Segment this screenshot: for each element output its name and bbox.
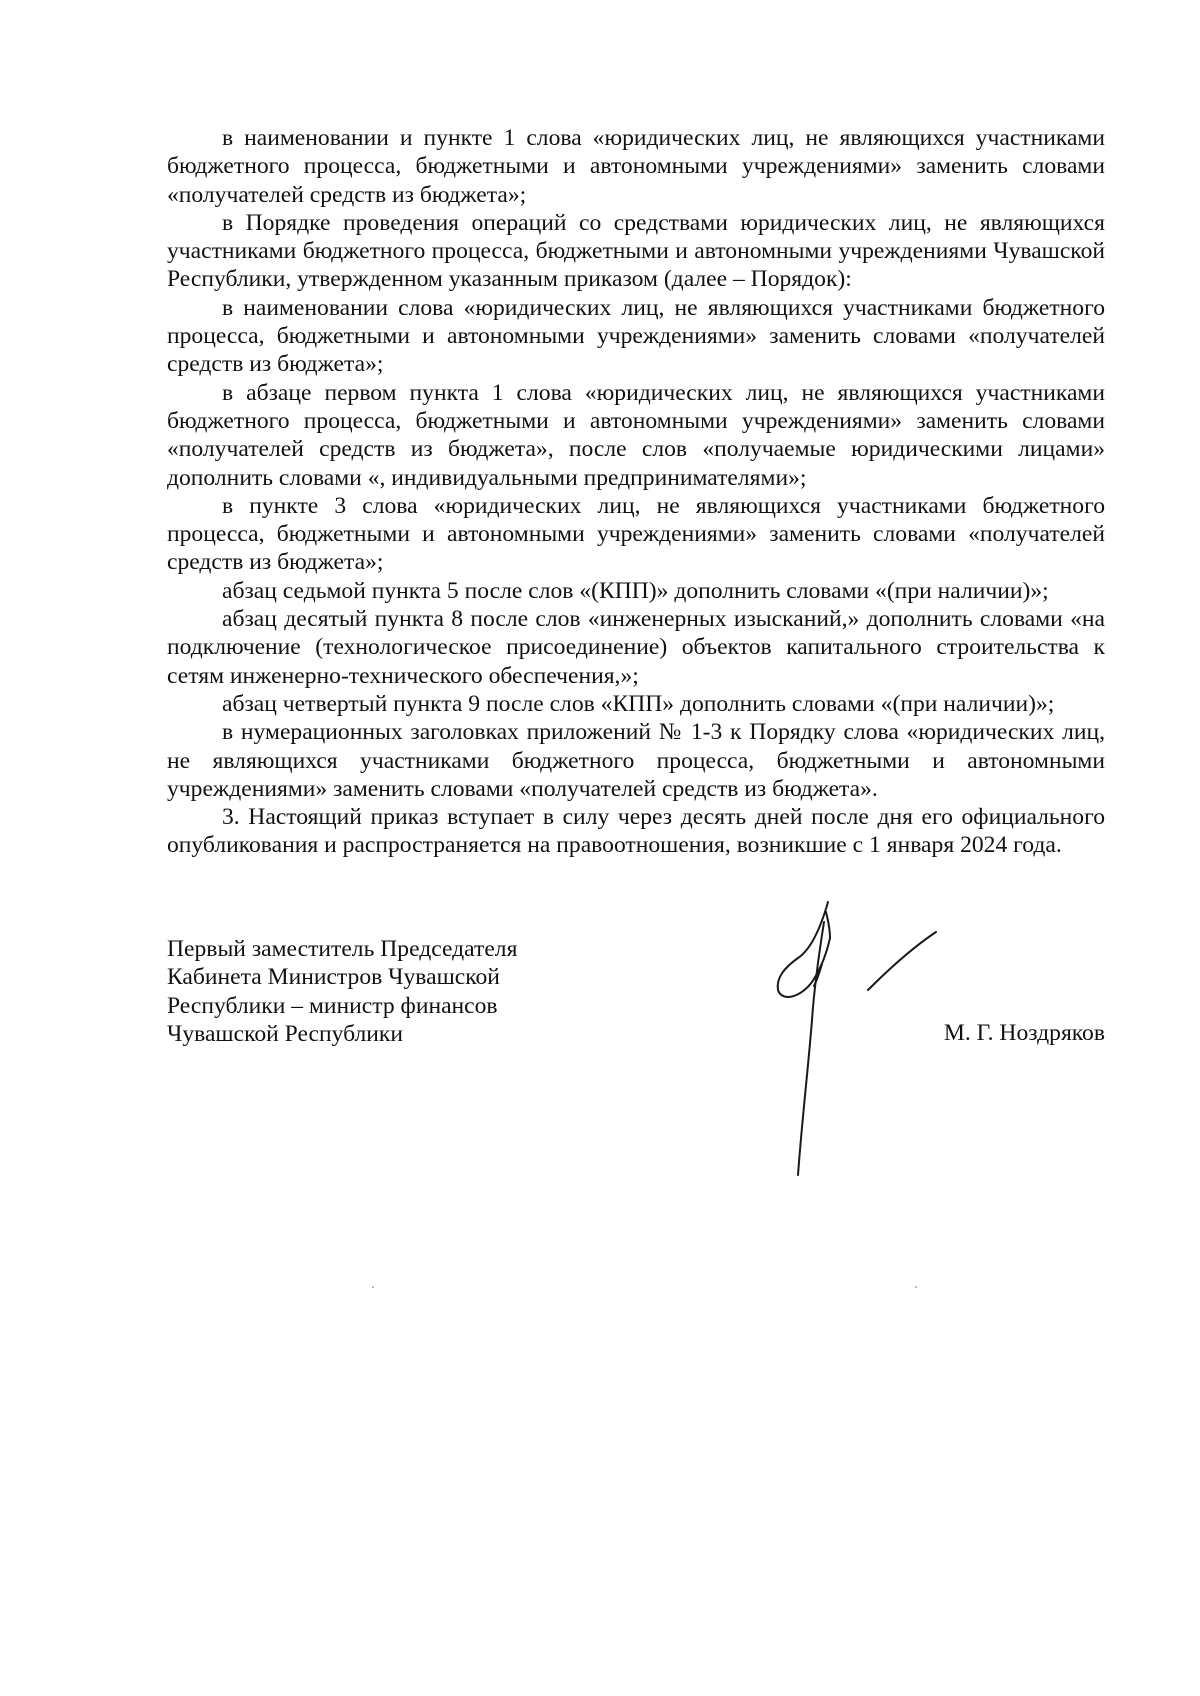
- paragraph-clause-9: абзац четвертый пункта 9 после слов «КПП» дополнить словами «(при наличии)»;: [222, 690, 1055, 717]
- signer-position-line: Первый заместитель Председателя: [167, 936, 518, 962]
- paragraph-rename-title: в наименовании и пункте 1 слова «юридических лиц, не являющихся участниками бюджетного процесса, бюджетными и автономными учреждениями» заменить словами «получателей средств из бюджета»;: [167, 125, 1105, 208]
- signer-position-line: Республики – министр финансов: [167, 992, 498, 1019]
- paragraph-clause-3: в пункте 3 слова «юридических лиц, не являющихся участниками бюджетного процесса, бюджетными и автономными учреждениями» заменить словами «получателей средств из бюджета»;: [167, 492, 1105, 576]
- paragraph-clause-1: в абзаце первом пункта 1 слова «юридических лиц, не являющихся участниками бюджетного процесса, бюджетными и автономными учреждениями» заменить словами «получателей средств из бюджета», после слов «получаемые юридическими лицами» дополнить словами «, индивидуальными предпринимателями»;: [167, 379, 1105, 491]
- paragraph-clause-5: абзац седьмой пункта 5 после слов «(КПП)» дополнить словами «(при наличии)»;: [222, 577, 1049, 604]
- paragraph-procedure-name: в наименовании слова «юридических лиц, не являющихся участниками бюджетного процесса, бюджетными и автономными учреждениями» заменить словами «получателей средств из бюджета»;: [167, 294, 1105, 378]
- scan-artifact: [915, 1286, 917, 1288]
- paragraph-clause-8: абзац десятый пункта 8 после слов «инженерных изысканий,» дополнить словами «на подключение (технологическое присоединение) объектов капитального строительства к сетям инженерно-технического обеспечения,»;: [167, 606, 1105, 689]
- signer-position-line: Кабинета Министров Чувашской: [167, 964, 500, 991]
- document-body: [167, 124, 1105, 860]
- signer-position: [167, 935, 587, 1048]
- signer-position-line: Чувашской Республики: [167, 1020, 404, 1047]
- signer-name: М. Г. Ноздряков: [943, 1020, 1105, 1046]
- handwritten-signature: [760, 890, 960, 1190]
- paragraph-procedure-intro: в Порядке проведения операций со средствами юридических лиц, не являющихся участниками бюджетного процесса, бюджетными и автономными учреждениями Чувашской Республики, утвержденном указанным приказом (далее – Порядок):: [167, 209, 1105, 293]
- paragraph-effective-date: 3. Настоящий приказ вступает в силу через десять дней после дня его официального опубликования и распространяется на правоотношения, возникшие с 1 января 2024 года.: [167, 804, 1105, 859]
- paragraph-appendix-headers: в нумерационных заголовках приложений № 1-3 к Порядку слова «юридических лиц, не являющихся участниками бюджетного процесса, бюджетными и автономными учреждениями» заменить словами «получателей средств из бюджета».: [167, 719, 1105, 802]
- scan-artifact: [372, 1286, 374, 1288]
